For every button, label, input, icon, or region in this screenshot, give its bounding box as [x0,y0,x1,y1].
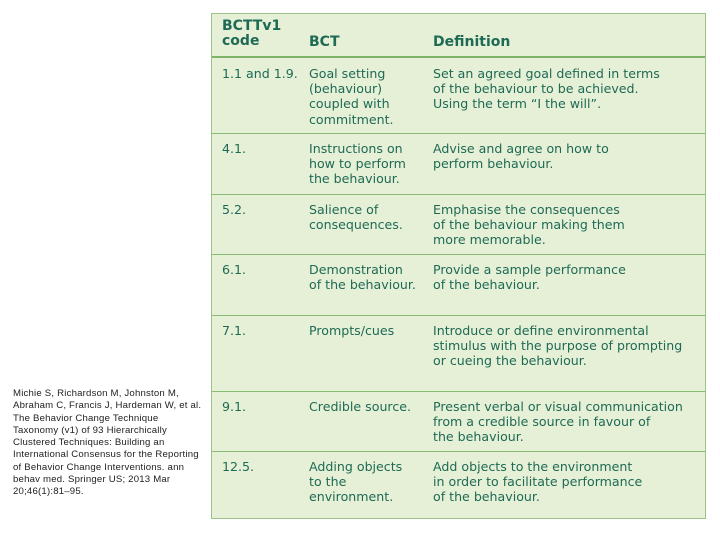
row-divider [212,315,705,316]
row-5-definition: Introduce or define environmental stimulus with the purpose of prompting or cueing the behaviour. [433,323,683,369]
row-7-code: 12.5. [222,459,255,474]
row-6-bct: Credible source. [309,399,412,414]
row-divider [212,254,705,255]
row-6-code: 9.1. [222,399,247,414]
row-2-definition: Advise and agree on how to perform behaviour. [433,141,609,172]
table-header [212,14,705,58]
row-5-code: 7.1. [222,323,247,338]
row-3-definition: Emphasise the consequences of the behaviour making them more memorable. [433,202,625,248]
row-7-bct: Adding objects to the environment. [309,459,403,505]
row-4-definition: Provide a sample performance of the behaviour. [433,262,626,293]
row-divider [212,391,705,392]
row-divider [212,194,705,195]
bct-table [211,13,706,519]
row-4-bct: Demonstration of the behaviour. [309,262,416,293]
row-1-definition: Set an agreed goal defined in terms of the behaviour to be achieved. Using the term “I the will”. [433,66,660,112]
row-5-bct: Prompts/cues [309,323,395,338]
row-divider [212,133,705,134]
row-4-code: 6.1. [222,262,247,277]
citation-text: Michie S, Richardson M, Johnston M, Abraham C, Francis J, Hardeman W, et al. The Behavior Change Technique Taxonomy (v1) of 93 Hierarchically Clustered Techniques: Building an International Consensus for the Reporting of Behavior Change Interventions. ann behav med. Springer US; 2013 Mar 20;46(1):81–95. [13,388,202,498]
row-7-definition: Add objects to the environment in order to facilitate performance of the behaviour. [433,459,643,505]
row-2-bct: Instructions on how to perform the behaviour. [309,141,406,187]
header-definition: Definition [433,34,511,50]
header-bct: BCT [309,34,340,50]
row-divider [212,451,705,452]
row-3-code: 5.2. [222,202,247,217]
row-6-definition: Present verbal or visual communication from a credible source in favour of the behaviour. [433,399,683,445]
row-3-bct: Salience of consequences. [309,202,403,233]
row-2-code: 4.1. [222,141,247,156]
row-1-bct: Goal setting (behaviour) coupled with commitment. [309,66,394,127]
header-code: BCTTv1 code [222,18,282,49]
row-1-code: 1.1 and 1.9. [222,66,298,81]
